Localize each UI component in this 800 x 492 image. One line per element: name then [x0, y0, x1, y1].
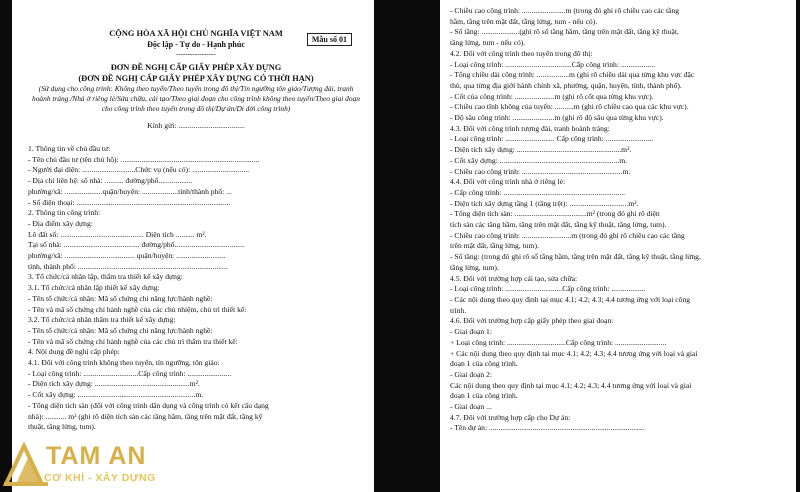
body-line: 3.1. Tổ chức/cá nhân lập thiết kế xây dựng: — [28, 283, 160, 293]
body-line: - Cấp công trình: ................................................................ — [450, 187, 626, 197]
body-line: 4.2. Đối với công trình theo tuyến trong đô thị: — [450, 48, 593, 58]
republic-heading: CỘNG HÒA XÃ HỘI CHỦ NGHĨA VIỆT NAM — [109, 29, 283, 38]
body-line: - Cốt của công trình: .....................m (ghi rõ cốt qua từng khu vực). — [450, 91, 654, 101]
body-line: - Chiều cao công trình: ..........................m (trong đó ghi rõ chiều cao các tầng — [450, 230, 685, 240]
greeting-line: Kính gửi: ................................... — [147, 121, 245, 130]
body-line: phường/xã: ....................quận/huyện: ...................tỉnh/thành phố: ... — [28, 186, 232, 196]
body-line: - Địa chỉ liên hệ: số nhà: .......... đường/phố.................. — [28, 176, 193, 186]
body-line: - Tổng diện tích sàn: ......................................m² (trong đó ghi rõ diện — [450, 209, 660, 219]
motto: Độc lập - Tự do - Hạnh phúc — [147, 40, 245, 49]
body-line: 4. Nội dung đề nghị cấp phép: — [28, 347, 120, 357]
body-line: - Cốt xây dựng: ..............................................................m. — [28, 390, 204, 400]
body-line: - Chiều cao tĩnh không của tuyến: ..........m (ghi rõ chiều cao qua các khu vực). — [450, 102, 689, 112]
body-line: + Các nội dung theo quy định tại mục 4.1; 4.2; 4.3; 4.4 tương ứng với loại và giai — [450, 348, 698, 358]
body-line: - Diện tích xây dựng: .......................................................m². — [450, 145, 632, 155]
logo-name: TAM AN — [46, 442, 147, 470]
body-line: tỉnh, thành phố: ............................................................................... — [28, 261, 228, 271]
body-line: thù, qua từng địa giới hành chính xã, phường, quận, huyện, tỉnh, thành phố). — [450, 80, 682, 90]
body-line: - Người đại diện: ............................Chức vụ (nếu có): .............................. — [28, 165, 250, 175]
body-line: - Tên dự án: .................................................................................. — [450, 423, 645, 433]
body-line: - Tên và mã số chứng chỉ hành nghề của các chủ trì thẩm tra thiết kế: — [28, 336, 238, 346]
body-line: 4.5. Đối với trường hợp cải tạo, sửa chữa: — [450, 273, 578, 283]
body-line: - Tên tổ chức/cá nhân: Mã số chứng chỉ năng lực/hành nghề: — [28, 293, 213, 303]
body-line: - Tên và mã số chứng chỉ hành nghề của các chủ nhiệm, chủ trì thiết kế: — [28, 304, 247, 314]
company-logo — [0, 434, 175, 492]
body-line: trên mặt đất, tầng lửng, tum). — [450, 241, 539, 251]
body-line: - Tên chủ đầu tư (tên chủ hộ): ......................................................................... — [28, 154, 260, 164]
document-title: ĐƠN ĐỀ NGHỊ CẤP GIẤY PHÉP XÂY DỰNG — [110, 63, 282, 72]
body-line: - Cốt xây dựng: ...............................................................m. — [450, 155, 628, 165]
body-line: Lô đất số: ............................................ Diện tích .......... m². — [28, 229, 207, 239]
body-line: đoạn 1 của công trình. — [450, 359, 518, 369]
body-line: - Loại công trình: .............................Cấp công trình: ....................... — [28, 368, 232, 378]
body-line: - Loại công trình: .......................... Cấp công trình: ......................... — [450, 134, 654, 144]
body-line: - Loại công trình: ...................................Cấp công trình: .................. — [450, 59, 656, 69]
left-body — [28, 144, 364, 433]
body-line: - Số tầng: (trong đó ghi rõ số tầng hầm, tầng trên mặt đất, tầng kỹ thuật, tầng lửng, — [450, 252, 701, 262]
body-line: tích sàn các tầng hầm, tầng trên mặt đất, tầng kỹ thuật, tầng lửng, tum). — [450, 220, 667, 230]
body-line: phường/xã: ..................................... quận/huyện: .......................... — [28, 251, 226, 261]
body-line: 4.6. Đối với trường hợp cấp giấy phép theo giai đoạn: — [450, 316, 614, 326]
body-line: Các nội dung theo quy định tại mục 4.1; 4.2; 4.3; 4.4 tương ứng với loại và giai — [450, 380, 692, 390]
body-line: - Chiều cao công trình: .....................................................m. — [450, 166, 631, 176]
body-line: - Tổng chiều dài công trình: .................m (ghi rõ chiều dài qua từng khu vực đặc — [450, 70, 695, 80]
body-line: 4.7. Đối với trường hợp cấp cho Dự án: — [450, 412, 571, 422]
body-line: - Giai đoạn ... — [450, 402, 492, 412]
body-line: - Tên tổ chức/cá nhân: Mã số chứng chỉ năng lực/hành nghề: — [28, 325, 213, 335]
body-line: 2. Thông tin công trình: — [28, 208, 101, 218]
body-line: 4.4. Đối với công trình nhà ở riêng lẻ: — [450, 177, 566, 187]
body-line: - Địa điểm xây dựng: — [28, 218, 93, 228]
body-line: - Giai đoạn 2: — [450, 369, 492, 379]
body-line: 4.3. Đối với công trình tượng đài, tranh hoành tráng: — [450, 123, 610, 133]
body-line: - Diện tích xây dựng: ..................................................m². — [28, 379, 200, 389]
header-separator: ----------------- — [176, 50, 216, 58]
body-line: - Chiều cao công trình: .......................m (trong đó ghi rõ chiều cao các tầng — [450, 6, 680, 15]
body-line: tầng lửng, tum). — [450, 262, 499, 272]
body-line: 3.2. Tổ chức/cá nhân thẩm tra thiết kế xây dựng: — [28, 315, 176, 325]
document-subtitle: (ĐƠN ĐỀ NGHỊ CẤP GIẤY PHÉP XÂY DỰNG CÓ THỜI HẠN) — [78, 73, 314, 83]
body-line: + Loại công trình: ...............................Cấp công trình: ........................... — [450, 337, 667, 347]
body-line: - Giai đoạn 1: — [450, 327, 492, 337]
body-line: Tại số nhà: ........................................ đường/phố..................................... — [28, 240, 245, 250]
document-page-left — [12, 0, 374, 492]
body-line: thuật, tầng lửng, tum). — [28, 422, 96, 432]
body-line: 4.1. Đối với công trình không theo tuyến, tín ngưỡng, tôn giáo: — [28, 358, 220, 368]
usage-note: (Sử dụng cho công trình: Không theo tuyến/Theo tuyến trong đô thị/Tín ngưỡng tôn giáo/Tượng đài, tranh hoành tráng /Nhà ở riêng lẻ/Sửa chữa, cải tạo/Theo giai đoạn cho công trình không theo tuyến/Theo giai đoạn cho công trình theo tuyến trong đô thị/Dự án/Di dời công trình) — [32, 84, 360, 113]
document-page-right — [440, 0, 796, 492]
body-line: nhà): ........... m² (ghi rõ diện tích sàn các tầng hầm, tầng trên mặt đất, tầng kỹ — [28, 411, 263, 421]
body-line: - Số tầng: ....................(ghi rõ số tầng hầm, tầng trên mặt đất, tầng kỹ thuật, — [450, 27, 679, 37]
body-line: đoạn 1 của công trình. — [450, 391, 518, 401]
right-body — [450, 6, 788, 434]
body-line: hầm, tầng trên mặt đất, tầng lửng, tum - nếu có). — [450, 16, 598, 26]
body-line: trình. — [450, 305, 467, 315]
body-line: - Các nội dung theo quy định tại mục 4.1; 4.2; 4.3; 4.4 tương ứng với loại công — [450, 294, 691, 304]
logo-tagline: CƠ KHÍ - XÂY DỰNG — [44, 472, 156, 484]
body-line: 1. Thông tin về chủ đầu tư: — [28, 144, 111, 153]
body-line: 3. Tổ chức/cá nhân lập, thẩm tra thiết kế xây dựng: — [28, 272, 183, 282]
body-line: - Số điện thoại: ................................................................................. — [28, 197, 231, 207]
body-line: - Độ sâu công trình: ......................m (ghi rõ độ sâu qua từng khu vực). — [450, 113, 664, 123]
body-line: - Diện tích xây dựng tầng 1 (tầng trệt): ...............................m². — [450, 198, 639, 208]
body-line: tầng lửng, tum - nếu có). — [450, 38, 526, 48]
form-number: Mẫu số 01 — [307, 33, 352, 46]
body-line: - Loại công trình: ..............................Cấp công trình: .................. — [450, 284, 646, 294]
body-line: - Tổng diện tích sàn (đối với công trình dân dụng và công trình có kết cấu dạng — [28, 400, 269, 410]
